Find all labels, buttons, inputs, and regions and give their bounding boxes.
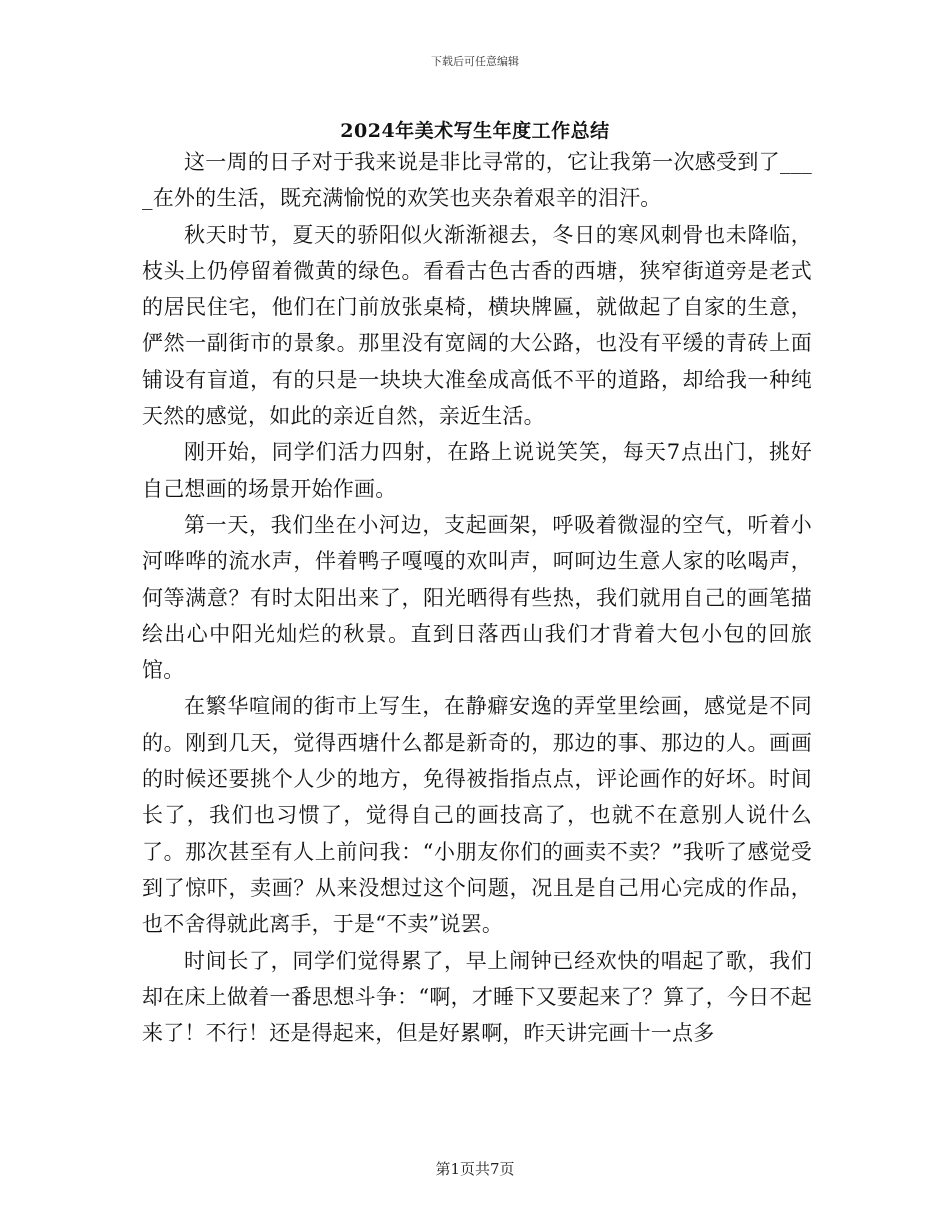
paragraph: 时间长了，同学们觉得累了，早上闹钟已经欢快的唱起了歌，我们却在床上做着一番思想斗争：“啊，才睡下又要起来了？算了，今日不起来了！不行！还是得起来，但是好累啊，昨天讲完画十一点多 (142, 948, 812, 1046)
header-note: 下载后可任意编辑 (431, 55, 519, 68)
paragraph: 这一周的日子对于我来说是非比寻常的，它让我第一次感受到了____在外的生活，既充满愉悦的欢笑也夹杂着艰辛的泪汗。 (142, 150, 812, 211)
document-body (142, 144, 812, 1051)
paragraph: 刚开始，同学们活力四射，在路上说说笑笑，每天7点出门，挑好自己想画的场景开始作画。 (142, 440, 812, 501)
paragraph: 第一天，我们坐在小河边，支起画架，呼吸着微湿的空气，听着小河哗哗的流水声，伴着鸭子嘎嘎的欢叫声，呵呵边生意人家的吆喝声，何等满意？有时太阳出来了，阳光晒得有些热，我们就用自己的画笔描绘出心中阳光灿烂的秋景。直到日落西山我们才背着大包小包的回旅馆。 (142, 512, 812, 683)
page-number: 第1页共7页 (435, 1160, 515, 1178)
paragraph: 秋天时节，夏天的骄阳似火渐渐褪去，冬日的寒风刺骨也未降临，枝头上仍停留着微黄的绿色。看看古色古香的西塘，狭窄街道旁是老式的居民住宅，他们在门前放张桌椅，横块牌匾，就做起了自家的生意，俨然一副街市的景象。那里没有宽阔的大公路，也没有平缓的青砖上面铺设有盲道，有的只是一块块大准垒成高低不平的道路，却给我一种纯天然的感觉，如此的亲近自然，亲近生活。 (142, 222, 812, 429)
document-title: 2024年美术写生年度工作总结 (340, 120, 610, 142)
paragraph: 在繁华喧闹的街市上写生，在静癖安逸的弄堂里绘画，感觉是不同的。刚到几天，觉得西塘什么都是新奇的，那边的事、那边的人。画画的时候还要挑个人少的地方，免得被指指点点，评论画作的好坏。时间长了，我们也习惯了，觉得自己的画技高了，也就不在意别人说什么了。那次甚至有人上前问我：“小朋友你们的画卖不卖？”我听了感觉受到了惊吓，卖画？从来没想过这个问题，况且是自己用心完成的作品，也不舍得就此离手，于是“不卖”说罢。 (142, 694, 812, 937)
